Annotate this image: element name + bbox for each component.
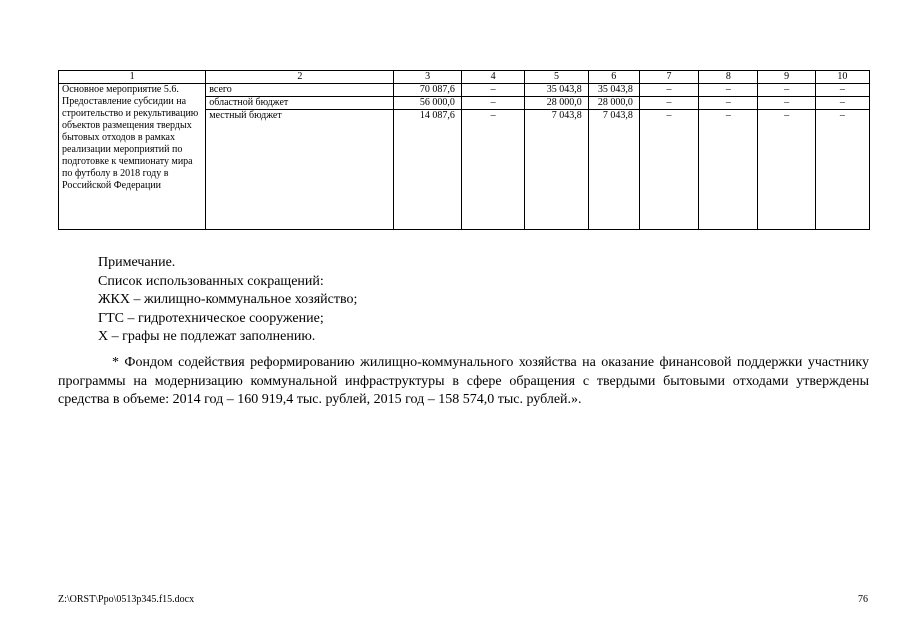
column-header: 9 [758, 71, 815, 84]
table-cell: – [815, 84, 869, 97]
budget-table [58, 70, 870, 230]
footnote-paragraph: * Фондом содействия реформированию жилищно-коммунального хозяйства на оказание финансовой поддержки участнику программы на модернизацию коммунальной инфраструктуры в сфере обращения с твердыми бытовыми отходами утверждены средства в объеме: 2014 год – 160 919,4 тыс. рублей, 2015 год – 158 574,0 тыс. рублей.». [58, 355, 869, 408]
table-cell: 7 043,8 [588, 110, 639, 230]
column-header: 4 [461, 71, 524, 84]
table-cell: – [639, 97, 698, 110]
table-cell: – [461, 110, 524, 230]
table-cell: – [461, 97, 524, 110]
table-cell: – [815, 110, 869, 230]
funding-source: областной бюджет [206, 97, 394, 110]
table-cell: 7 043,8 [525, 110, 588, 230]
note-heading: Примечание. [98, 255, 176, 270]
column-header: 3 [394, 71, 461, 84]
abbreviation-item: Х – графы не подлежат заполнению. [98, 329, 316, 345]
table-cell: – [699, 97, 758, 110]
page-number: 76 [858, 594, 868, 605]
table-cell: 35 043,8 [525, 84, 588, 97]
table-cell: 56 000,0 [394, 97, 461, 110]
notes-block [98, 254, 357, 347]
column-header: 7 [639, 71, 698, 84]
column-header: 5 [525, 71, 588, 84]
table-cell: – [758, 84, 815, 97]
table-cell: – [699, 110, 758, 230]
table-cell: – [639, 110, 698, 230]
table-cell: – [699, 84, 758, 97]
activity-description: Основное мероприятие 5.6. Предоставление субсидии на строительство и рекультивацию объектов размещения твердых бытовых отходов в рамках реализации мероприятий по подготовке к чемпионату мира по футболу в 2018 году в Российской Федерации [59, 84, 206, 230]
file-path: Z:\ORST\Ppo\0513p345.f15.docx [58, 594, 195, 605]
abbreviation-item: ЖКХ – жилищно-коммунальное хозяйство; [98, 292, 358, 308]
table-cell: 28 000,0 [588, 97, 639, 110]
table-cell: – [758, 110, 815, 230]
table-cell: 28 000,0 [525, 97, 588, 110]
table-row [59, 84, 870, 97]
abbreviations-heading: Список использованных сокращений: [98, 273, 324, 289]
column-header: 8 [699, 71, 758, 84]
abbreviation-item: ГТС – гидротехническое сооружение; [98, 310, 324, 326]
table-cell: – [758, 97, 815, 110]
table-cell: – [815, 97, 869, 110]
table-cell: – [639, 84, 698, 97]
table-cell: 14 087,6 [394, 110, 461, 230]
table-cell: 35 043,8 [588, 84, 639, 97]
table-header-row [59, 71, 870, 84]
table-cell: – [461, 84, 524, 97]
column-header: 1 [59, 71, 206, 84]
table-cell: 70 087,6 [394, 84, 461, 97]
column-header: 10 [815, 71, 869, 84]
funding-source: всего [206, 84, 394, 97]
column-header: 6 [588, 71, 639, 84]
column-header: 2 [206, 71, 394, 84]
funding-source: местный бюджет [206, 110, 394, 230]
